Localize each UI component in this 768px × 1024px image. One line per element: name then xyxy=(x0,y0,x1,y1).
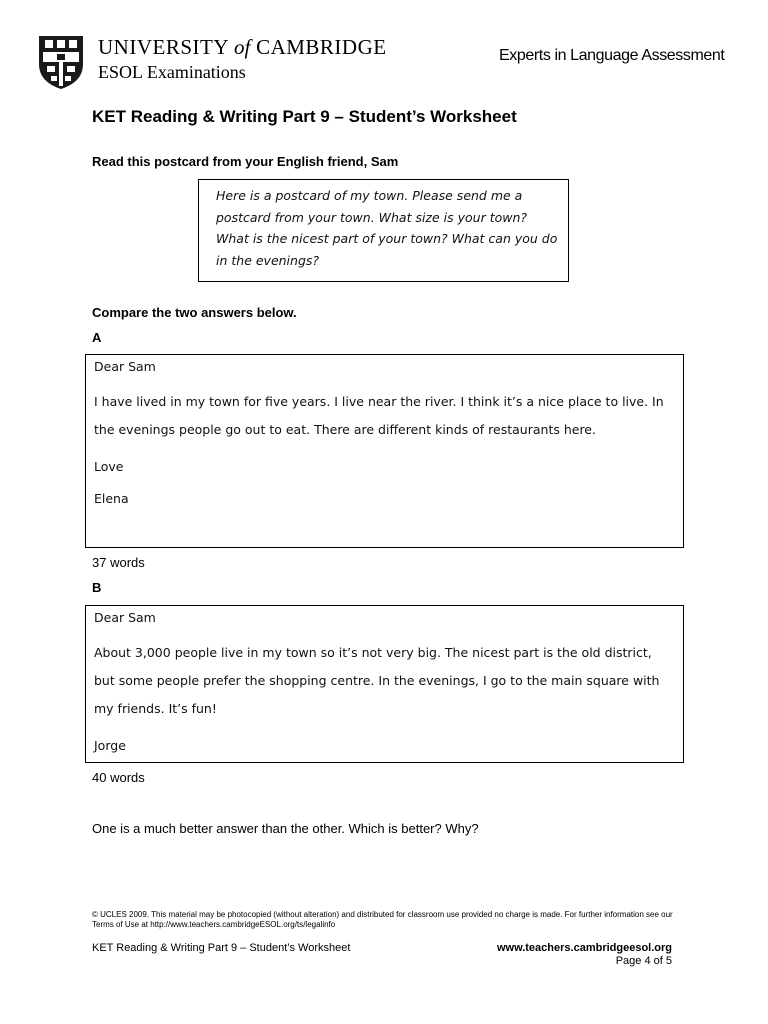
comparison-question: One is a much better answer than the other. Which is better? Why? xyxy=(92,821,479,836)
answer-b-box xyxy=(85,605,684,763)
answer-a-signature: Elena xyxy=(94,491,129,506)
copyright-notice: © UCLES 2009. This material may be photocopied (without alteration) and distributed for classroom use provided no charge is made. For further information see our Terms of Use at http://www.teachers.cambridgeESOL.org/ts/legalinfo xyxy=(92,910,673,929)
page-title: KET Reading & Writing Part 9 – Student’s Worksheet xyxy=(92,107,517,126)
answer-a-closing: Love xyxy=(94,459,124,474)
answer-a-salutation: Dear Sam xyxy=(94,359,156,374)
cambridge-word: CAMBRIDGE xyxy=(256,35,387,59)
answer-b-body: About 3,000 people live in my town so it’s not very big. The nicest part is the old district, but some people prefer the shopping centre. In the evenings, I go to the main square with my friends. It’s fun! xyxy=(94,645,660,716)
postcard-text: Here is a postcard of my town. Please send me a postcard from your town. What size is your town? What is the nicest part of your town? What can you do in the evenings? xyxy=(216,188,558,268)
footer-page-number: Page 4 of 5 xyxy=(615,955,672,967)
postcard-box xyxy=(198,179,569,282)
answer-a-box xyxy=(85,354,684,548)
university-word: UNIVERSITY xyxy=(98,35,229,59)
answer-b-salutation: Dear Sam xyxy=(94,610,156,625)
answer-a-body: I have lived in my town for five years. I live near the river. I think it’s a nice place to live. In the evenings people go out to eat. There are different kinds of restaurants here. xyxy=(94,394,664,437)
answer-b-word-count: 40 words xyxy=(92,770,145,785)
instruction-read: Read this postcard from your English friend, Sam xyxy=(92,154,399,169)
of-word: of xyxy=(233,35,251,59)
university-name xyxy=(98,36,387,58)
footer-url-link[interactable]: www.teachers.cambridgeesol.org xyxy=(496,942,672,954)
footer-doc-title: KET Reading & Writing Part 9 – Student’s Worksheet xyxy=(92,942,351,954)
answer-a-word-count: 37 words xyxy=(92,555,145,570)
answer-b-signature: Jorge xyxy=(94,738,126,753)
instruction-compare: Compare the two answers below. xyxy=(92,305,297,320)
answer-a-label: A xyxy=(92,330,102,345)
university-crest-icon xyxy=(37,34,85,90)
esol-examinations: ESOL Examinations xyxy=(98,62,246,82)
answer-b-label: B xyxy=(92,580,102,595)
tagline: Experts in Language Assessment xyxy=(499,47,725,64)
